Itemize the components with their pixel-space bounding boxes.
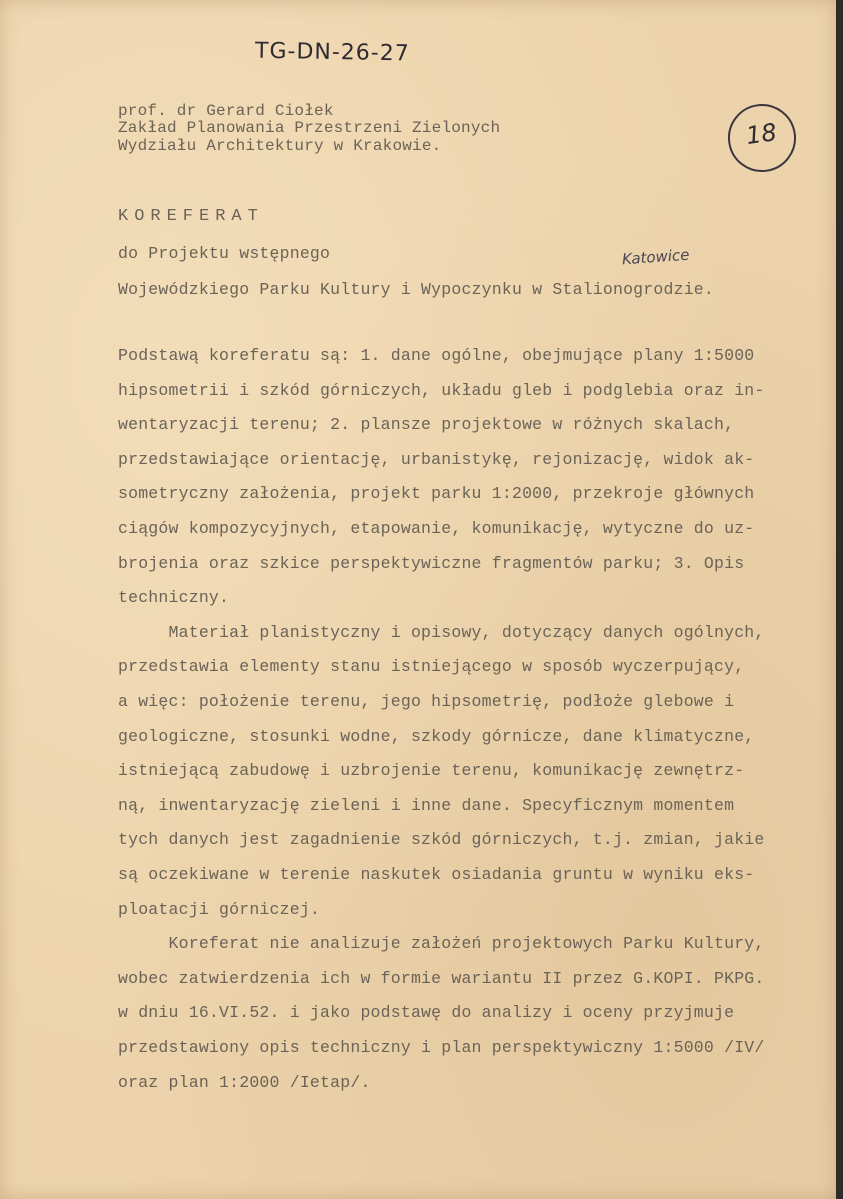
body-line: oraz plan 1:2000 /Ietap/. [118, 1072, 371, 1092]
handwritten-reference-code: TG-DN-26-27 [254, 38, 410, 67]
body-line: brojenia oraz szkice perspektywiczne fragmentów parku; 3. Opis [118, 553, 745, 573]
handwritten-city-annotation: Katowice [621, 245, 691, 269]
body-line: geologiczne, stosunki wodne, szkody górnicze, dane klimatyczne, [118, 726, 755, 746]
author-line-1: prof. dr Gerard Ciołek [118, 102, 334, 120]
document-subtitle-line-1: do Projektu wstępnego [118, 244, 331, 263]
body-line: wentaryzacji terenu; 2. plansze projektowe w różnych skalach, [118, 415, 735, 435]
body-line: ploatacji górniczej. [118, 899, 321, 919]
author-line-3: Wydziału Architektury w Krakowie. [118, 137, 442, 155]
body-line: przedstawiony opis techniczny i plan perspektywiczny 1:5000 /IV/ [118, 1038, 765, 1057]
body-line: hipsometrii i szkód górniczych, układu gleb i podglebia oraz in- [118, 380, 765, 400]
circled-page-number [724, 100, 801, 177]
body-line: Koreferat nie analizuje założeń projektowych Parku Kultury, [118, 934, 765, 954]
body-line: Podstawą koreferatu są: 1. dane ogólne, obejmujące plany 1:5000 [118, 346, 755, 365]
body-line: tych danych jest zagadnienie szkód górniczych, t.j. zmian, jakie [118, 830, 765, 850]
body-line: są oczekiwane w terenie naskutek osiadania gruntu w wyniku eks- [118, 865, 755, 884]
body-line: techniczny. [118, 588, 230, 608]
body-line: wobec zatwierdzenia ich w formie wariantu II przez G.KOPI. PKPG. [118, 968, 765, 988]
body-line: przedstawia elementy stanu istniejącego w sposób wyczerpujący, [118, 657, 745, 677]
body-line: ciągów kompozycyjnych, etapowanie, komunikację, wytyczne do uz- [118, 519, 755, 538]
body-line: Materiał planistyczny i opisowy, dotyczący danych ogólnych, [118, 622, 765, 642]
document-title: KOREFERAT [118, 207, 264, 226]
body-line: a więc: położenie terenu, jego hipsometrię, podłoże glebowe i [118, 692, 735, 711]
body-line: w dniu 16.VI.52. i jako podstawę do analizy i oceny przyjmuje [118, 1003, 735, 1023]
body-line: istniejącą zabudowę i uzbrojenie terenu, komunikację zewnętrz- [118, 761, 745, 781]
document-subtitle-line-2: Wojewódzkiego Parku Kultury i Wypoczynku w Stalionogrodzie. [118, 280, 714, 299]
author-line-2: Zakład Planowania Przestrzeni Zielonych [118, 119, 501, 137]
body-line: przedstawiające orientację, urbanistykę, rejonizację, widok ak- [118, 449, 755, 469]
body-line: sometryczny założenia, projekt parku 1:2000, przekroje głównych [118, 484, 755, 504]
scan-edge [836, 0, 843, 1199]
page-number: 18 [744, 118, 779, 151]
body-line: ną, inwentaryzację zieleni i inne dane. Specyficznym momentem [118, 795, 735, 815]
